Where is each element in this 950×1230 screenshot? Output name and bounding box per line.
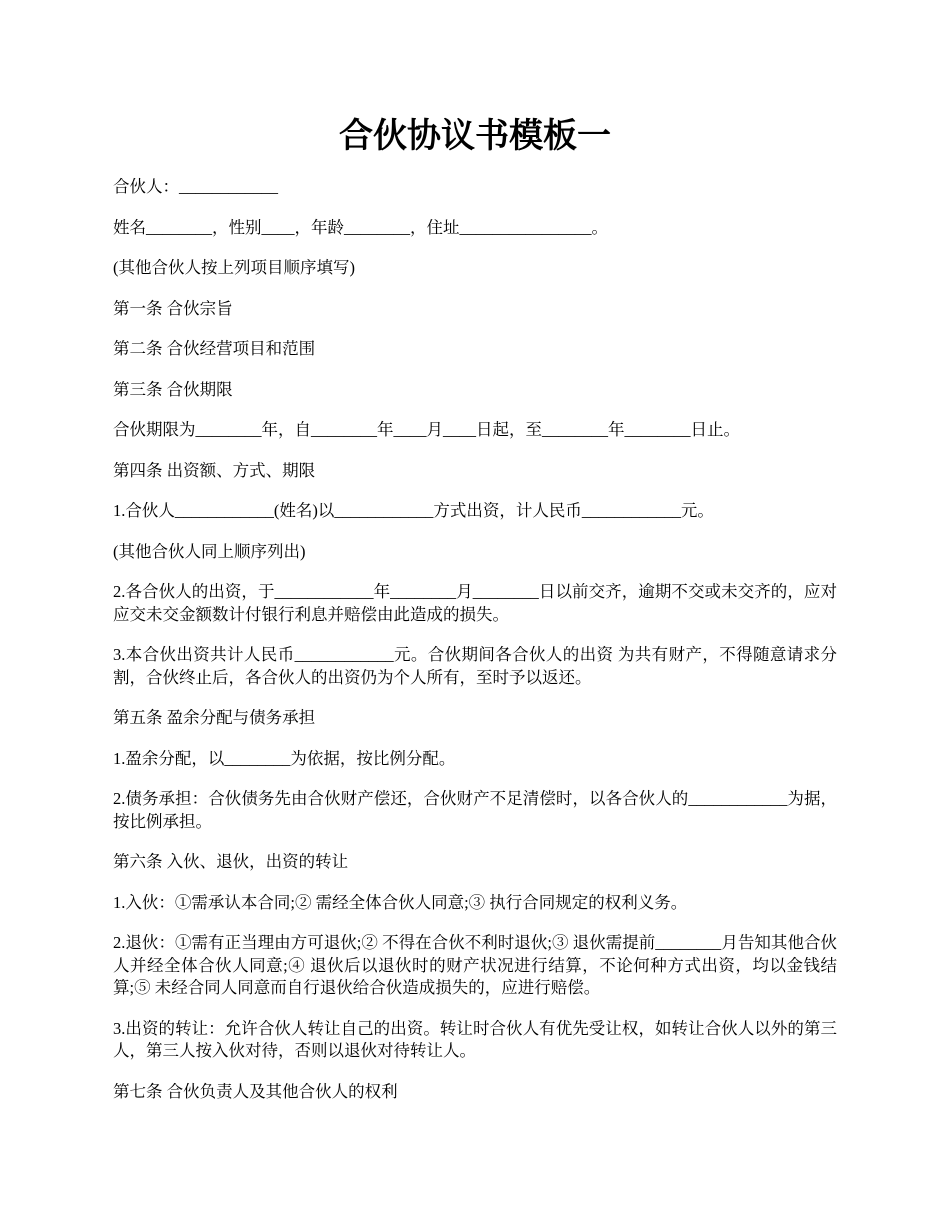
capital-clause-3: 3.本合伙出资共计人民币____________元。合伙期间各合伙人的出资 为共有财产，不得随意请求分割，合伙终止后，各合伙人的出资仍为个人所有，至时予以返还。 [113, 645, 837, 687]
other-partners-note: (其他合伙人按上列项目顺序填写) [113, 258, 355, 277]
document-title: 合伙协议书模板一 [339, 116, 611, 156]
partner-line: 合伙人：____________ [113, 177, 278, 196]
article-6-heading: 第六条 入伙、退伙，出资的转让 [113, 852, 349, 871]
debt-clause: 2.债务承担：合伙债务先由合伙财产偿还，合伙财产不足清偿时，以各合伙人的____________为据，按比例承担。 [113, 789, 837, 831]
partner-info-line: 姓名________，性别____，年龄________，住址________________。 [113, 217, 608, 237]
article-4-heading: 第四条 出资额、方式、期限 [113, 460, 316, 480]
other-partners-note-2: (其他合伙人同上顺序列出) [113, 541, 306, 561]
join-clause: 1.入伙：①需承认本合同;② 需经全体合伙人同意;③ 执行合同规定的权利义务。 [113, 892, 688, 912]
article-3-heading: 第三条 合伙期限 [113, 379, 233, 399]
term-line: 合伙期限为________年，自________年____月____日起，至________年________日止。 [113, 420, 740, 439]
capital-clause-1: 1.合伙人____________(姓名)以____________方式出资，计人民币____________元。 [113, 501, 714, 520]
capital-clause-2: 2.各合伙人的出资，于____________年________月________日以前交齐，逾期不交或未交齐的，应对应交未交金额数计付银行利息并赔偿由此造成的损失。 [113, 582, 837, 624]
profit-clause: 1.盈余分配，以________为依据，按比例分配。 [113, 748, 456, 768]
article-7-heading: 第七条 合伙负责人及其他合伙人的权利 [113, 1081, 398, 1101]
article-1-heading: 第一条 合伙宗旨 [113, 298, 233, 318]
withdraw-clause: 2.退伙：①需有正当理由方可退伙;② 不得在合伙不利时退伙;③ 退伙需提前________月告知其他合伙人并经全体合伙人同意;④ 退伙后以退伙时的财产状况进行结算，不论何种方式出资，均以金钱结算;⑤ 未经合同人同意而自行退伙给合伙造成损失的，应进行赔偿。 [113, 933, 837, 997]
transfer-clause: 3.出资的转让：允许合伙人转让自己的出资。转让时合伙人有优先受让权，如转让合伙人以外的第三人，第三人按入伙对待，否则以退伙对待转让人。 [113, 1018, 837, 1060]
document-body [113, 176, 837, 1121]
article-2-heading: 第二条 合伙经营项目和范围 [113, 339, 316, 358]
article-5-heading: 第五条 盈余分配与债务承担 [113, 708, 316, 727]
